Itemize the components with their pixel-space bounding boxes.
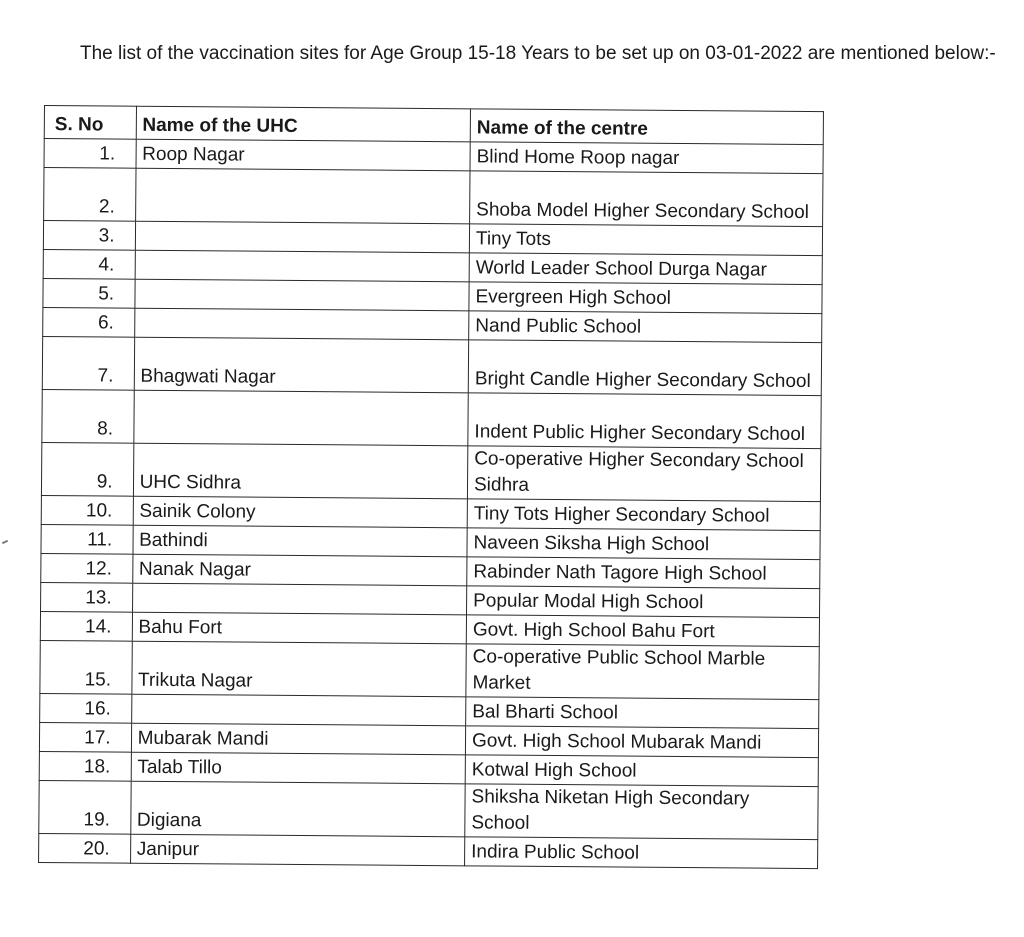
table-row [40,640,819,699]
table-row [39,833,818,868]
table-header-row [44,106,823,145]
row-uhc: Bhagwati Nagar [134,337,469,393]
row-sno: 5. [43,278,135,308]
row-centre: Tiny Tots [469,224,822,256]
row-centre: World Leader School Durga Nagar [469,253,822,285]
row-sno: 15. [40,640,132,694]
row-sno: 18. [39,751,131,781]
row-uhc: Mubarak Mandi [131,723,466,755]
row-uhc: Trikuta Nagar [131,641,466,697]
scan-artifact-mark [2,540,8,544]
row-uhc: Bahu Fort [132,612,467,644]
header-sno: S. No [44,106,136,140]
row-sno: 8. [42,389,134,443]
row-sno: 2. [44,168,136,222]
row-centre: Tiny Tots Higher Secondary School [467,499,820,531]
intro-paragraph: The list of the vaccination sites for Age Group 15-18 Years to be set up on 03-01-2022 are mentioned below:- [80,43,996,64]
row-centre: Nand Public School [469,311,822,343]
row-uhc: Bathindi [133,525,468,557]
row-sno: 4. [43,249,135,279]
row-uhc: Janipur [130,834,465,866]
row-uhc [133,390,468,446]
row-centre: Evergreen High School [469,282,822,314]
row-sno: 7. [42,336,134,390]
row-sno: 13. [41,582,133,612]
row-sno: 14. [40,611,132,641]
row-sno: 11. [41,524,133,554]
row-sno: 20. [39,833,131,863]
row-centre: Shoba Model Higher Secondary School [470,171,823,227]
row-sno: 6. [43,307,135,337]
row-sno: 9. [41,442,133,496]
row-centre: Popular Modal High School [467,586,820,618]
row-uhc: Roop Nagar [136,139,471,171]
row-uhc [135,250,470,282]
row-centre: Co-operative Higher Secondary School Sidhra [467,446,820,502]
row-centre: Kotwal High School [465,755,818,787]
vaccination-sites-table [38,105,824,869]
row-sno: 10. [41,495,133,525]
row-centre: Bright Candle Higher Secondary School [468,340,821,396]
row-uhc [132,583,467,615]
row-sno: 12. [41,553,133,583]
row-sno: 3. [43,221,135,251]
row-centre: Blind Home Roop nagar [470,142,823,174]
row-sno: 1. [44,139,136,169]
row-sno: 16. [40,693,132,723]
row-sno: 19. [39,780,131,834]
row-uhc: Digiana [130,781,465,837]
table-row [44,168,823,227]
table-row [41,442,820,501]
row-centre: Govt. High School Mubarak Mandi [465,726,818,758]
row-centre: Bal Bharti School [466,697,819,729]
row-centre: Co-operative Public School Marble Market [466,644,819,700]
row-uhc: Nanak Nagar [132,554,467,586]
row-uhc [134,308,469,340]
row-uhc [131,694,466,726]
row-uhc: Talab Tillo [131,752,466,784]
row-centre: Govt. High School Bahu Fort [466,615,819,647]
header-uhc: Name of the UHC [136,106,471,142]
row-centre: Rabinder Nath Tagore High School [467,557,820,589]
table-row [39,780,818,839]
row-centre: Naveen Siksha High School [467,528,820,560]
row-centre: Shiksha Niketan High Secondary School [465,784,818,840]
row-uhc [135,168,470,224]
row-uhc [135,221,470,253]
row-centre: Indent Public Higher Secondary School [468,393,821,449]
table-row [42,336,821,395]
row-sno: 17. [39,722,131,752]
row-uhc [134,279,469,311]
row-centre: Indira Public School [465,837,818,869]
header-centre: Name of the centre [470,109,823,145]
row-uhc: UHC Sidhra [133,443,468,499]
table-row [42,389,821,448]
row-uhc: Sainik Colony [133,496,468,528]
